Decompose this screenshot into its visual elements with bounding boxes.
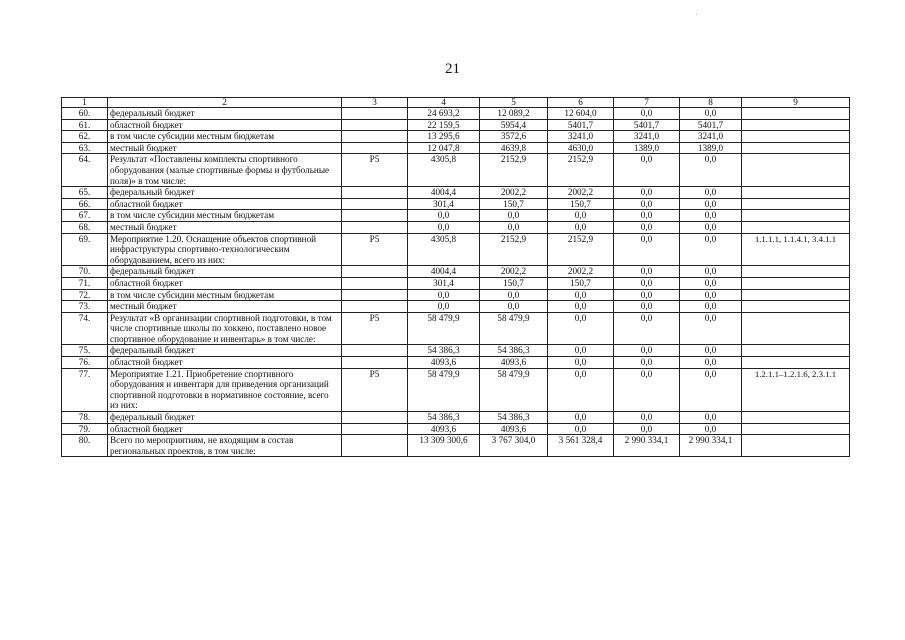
value-col-7: 0,0 bbox=[614, 233, 680, 266]
col-header-9: 9 bbox=[742, 98, 850, 108]
value-col-8: 2 990 334,1 bbox=[680, 435, 742, 457]
value-col-5: 150,7 bbox=[480, 198, 548, 210]
table-row bbox=[62, 210, 850, 222]
value-col-8: 0,0 bbox=[680, 198, 742, 210]
row-description: областной бюджет bbox=[108, 277, 342, 289]
indicator-codes bbox=[742, 154, 850, 187]
table-row bbox=[62, 345, 850, 357]
value-col-7: 0,0 bbox=[614, 289, 680, 301]
value-col-8: 0,0 bbox=[680, 266, 742, 278]
row-code bbox=[342, 198, 408, 210]
indicator-codes bbox=[742, 187, 850, 199]
value-col-4: 13 295,6 bbox=[408, 131, 480, 143]
table-row bbox=[62, 289, 850, 301]
row-code bbox=[342, 423, 408, 435]
value-col-5: 54 386,3 bbox=[480, 345, 548, 357]
row-code bbox=[342, 357, 408, 369]
col-header-4: 4 bbox=[408, 98, 480, 108]
value-col-6: 4630,0 bbox=[548, 142, 614, 154]
indicator-codes bbox=[742, 210, 850, 222]
value-col-7: 0,0 bbox=[614, 412, 680, 424]
row-number: 68. bbox=[62, 221, 108, 233]
value-col-8: 0,0 bbox=[680, 210, 742, 222]
value-col-4: 301,4 bbox=[408, 277, 480, 289]
value-col-6: 0,0 bbox=[548, 312, 614, 345]
table-row bbox=[62, 277, 850, 289]
table-row bbox=[62, 119, 850, 131]
indicator-codes bbox=[742, 435, 850, 457]
value-col-5: 58 479,9 bbox=[480, 312, 548, 345]
col-header-3: 3 bbox=[342, 98, 408, 108]
value-col-7: 0,0 bbox=[614, 301, 680, 313]
col-header-1: 1 bbox=[62, 98, 108, 108]
row-description: федеральный бюджет bbox=[108, 187, 342, 199]
table-row bbox=[62, 435, 850, 457]
value-col-7: 0,0 bbox=[614, 154, 680, 187]
row-code bbox=[342, 119, 408, 131]
row-code bbox=[342, 131, 408, 143]
col-header-8: 8 bbox=[680, 98, 742, 108]
value-col-5: 0,0 bbox=[480, 289, 548, 301]
indicator-codes bbox=[742, 423, 850, 435]
value-col-7: 0,0 bbox=[614, 345, 680, 357]
value-col-8: 0,0 bbox=[680, 301, 742, 313]
value-col-4: 24 693,2 bbox=[408, 108, 480, 120]
table-row bbox=[62, 368, 850, 411]
row-description: областной бюджет bbox=[108, 119, 342, 131]
value-col-8: 3241,0 bbox=[680, 131, 742, 143]
value-col-6: 0,0 bbox=[548, 301, 614, 313]
table-row bbox=[62, 357, 850, 369]
row-description: местный бюджет bbox=[108, 221, 342, 233]
col-header-7: 7 bbox=[614, 98, 680, 108]
table-row bbox=[62, 312, 850, 345]
row-description: федеральный бюджет bbox=[108, 412, 342, 424]
table-row bbox=[62, 154, 850, 187]
row-number: 77. bbox=[62, 368, 108, 411]
indicator-codes bbox=[742, 221, 850, 233]
value-col-7: 0,0 bbox=[614, 312, 680, 345]
row-description: Мероприятие 1.21. Приобретение спортивного оборудования и инвентаря для приведения организаций спортивной подготовки в нормативное состояние, всего из них: bbox=[108, 368, 342, 411]
value-col-7: 0,0 bbox=[614, 277, 680, 289]
indicator-codes bbox=[742, 289, 850, 301]
value-col-4: 301,4 bbox=[408, 198, 480, 210]
indicator-codes bbox=[742, 131, 850, 143]
col-header-5: 5 bbox=[480, 98, 548, 108]
value-col-7: 0,0 bbox=[614, 210, 680, 222]
value-col-4: 58 479,9 bbox=[408, 368, 480, 411]
row-description: Результат «В организации спортивной подготовки, в том числе спортивные школы по хоккею, поставлено новое спортивное оборудование и инвентарь» в том числе: bbox=[108, 312, 342, 345]
value-col-5: 0,0 bbox=[480, 301, 548, 313]
row-code bbox=[342, 187, 408, 199]
row-code: P5 bbox=[342, 154, 408, 187]
value-col-6: 0,0 bbox=[548, 345, 614, 357]
row-number: 69. bbox=[62, 233, 108, 266]
indicator-codes bbox=[742, 301, 850, 313]
indicator-codes bbox=[742, 119, 850, 131]
row-description: в том числе субсидии местным бюджетам bbox=[108, 289, 342, 301]
row-code bbox=[342, 345, 408, 357]
row-number: 78. bbox=[62, 412, 108, 424]
value-col-5: 54 386,3 bbox=[480, 412, 548, 424]
table-row bbox=[62, 412, 850, 424]
value-col-6: 0,0 bbox=[548, 210, 614, 222]
row-code bbox=[342, 142, 408, 154]
value-col-6: 150,7 bbox=[548, 277, 614, 289]
value-col-5: 2002,2 bbox=[480, 187, 548, 199]
value-col-7: 0,0 bbox=[614, 423, 680, 435]
value-col-8: 0,0 bbox=[680, 154, 742, 187]
row-code: P5 bbox=[342, 233, 408, 266]
value-col-5: 4639,8 bbox=[480, 142, 548, 154]
value-col-5: 4093,6 bbox=[480, 357, 548, 369]
row-number: 73. bbox=[62, 301, 108, 313]
value-col-6: 5401,7 bbox=[548, 119, 614, 131]
value-col-4: 54 386,3 bbox=[408, 412, 480, 424]
value-col-6: 3 561 328,4 bbox=[548, 435, 614, 457]
table-row bbox=[62, 301, 850, 313]
value-col-5: 12 089,2 bbox=[480, 108, 548, 120]
table-row bbox=[62, 233, 850, 266]
value-col-8: 0,0 bbox=[680, 277, 742, 289]
value-col-6: 0,0 bbox=[548, 423, 614, 435]
value-col-7: 0,0 bbox=[614, 187, 680, 199]
value-col-8: 1389,0 bbox=[680, 142, 742, 154]
value-col-6: 12 604,0 bbox=[548, 108, 614, 120]
value-col-4: 0,0 bbox=[408, 301, 480, 313]
value-col-6: 2152,9 bbox=[548, 154, 614, 187]
row-description: федеральный бюджет bbox=[108, 345, 342, 357]
row-number: 79. bbox=[62, 423, 108, 435]
row-number: 76. bbox=[62, 357, 108, 369]
table-row bbox=[62, 266, 850, 278]
value-col-5: 0,0 bbox=[480, 210, 548, 222]
col-header-6: 6 bbox=[548, 98, 614, 108]
row-code bbox=[342, 210, 408, 222]
value-col-6: 2152,9 bbox=[548, 233, 614, 266]
value-col-5: 3572,6 bbox=[480, 131, 548, 143]
value-col-4: 0,0 bbox=[408, 221, 480, 233]
value-col-5: 2152,9 bbox=[480, 233, 548, 266]
indicator-codes bbox=[742, 142, 850, 154]
value-col-8: 0,0 bbox=[680, 357, 742, 369]
value-col-7: 2 990 334,1 bbox=[614, 435, 680, 457]
value-col-4: 13 309 300,6 bbox=[408, 435, 480, 457]
table-row bbox=[62, 198, 850, 210]
table-header-row bbox=[62, 98, 850, 108]
indicator-codes bbox=[742, 198, 850, 210]
table-row bbox=[62, 423, 850, 435]
value-col-6: 150,7 bbox=[548, 198, 614, 210]
row-number: 66. bbox=[62, 198, 108, 210]
row-code bbox=[342, 301, 408, 313]
value-col-4: 4305,8 bbox=[408, 154, 480, 187]
table-row bbox=[62, 221, 850, 233]
value-col-5: 0,0 bbox=[480, 221, 548, 233]
value-col-5: 2002,2 bbox=[480, 266, 548, 278]
value-col-8: 0,0 bbox=[680, 345, 742, 357]
value-col-7: 0,0 bbox=[614, 198, 680, 210]
row-number: 60. bbox=[62, 108, 108, 120]
row-number: 80. bbox=[62, 435, 108, 457]
value-col-4: 22 159,5 bbox=[408, 119, 480, 131]
row-description: Мероприятие 1.20. Оснащение объектов спортивной инфраструктуры спортивно-технологическим оборудованием, всего из них: bbox=[108, 233, 342, 266]
indicator-codes bbox=[742, 345, 850, 357]
indicator-codes bbox=[742, 277, 850, 289]
row-description: областной бюджет bbox=[108, 423, 342, 435]
value-col-6: 2002,2 bbox=[548, 266, 614, 278]
indicator-codes bbox=[742, 108, 850, 120]
indicator-codes bbox=[742, 412, 850, 424]
value-col-4: 4305,8 bbox=[408, 233, 480, 266]
value-col-7: 0,0 bbox=[614, 266, 680, 278]
value-col-8: 0,0 bbox=[680, 221, 742, 233]
row-description: местный бюджет bbox=[108, 301, 342, 313]
row-description: областной бюджет bbox=[108, 357, 342, 369]
value-col-4: 4004,4 bbox=[408, 266, 480, 278]
value-col-4: 54 386,3 bbox=[408, 345, 480, 357]
value-col-8: 0,0 bbox=[680, 108, 742, 120]
value-col-6: 0,0 bbox=[548, 368, 614, 411]
value-col-6: 3241,0 bbox=[548, 131, 614, 143]
row-code bbox=[342, 412, 408, 424]
value-col-5: 5954,4 bbox=[480, 119, 548, 131]
value-col-7: 1389,0 bbox=[614, 142, 680, 154]
budget-table bbox=[61, 97, 850, 457]
row-description: Всего по мероприятиям, не входящим в состав региональных проектов, в том числе: bbox=[108, 435, 342, 457]
indicator-codes bbox=[742, 357, 850, 369]
row-number: 64. bbox=[62, 154, 108, 187]
value-col-6: 0,0 bbox=[548, 221, 614, 233]
value-col-7: 0,0 bbox=[614, 357, 680, 369]
row-code bbox=[342, 277, 408, 289]
value-col-8: 0,0 bbox=[680, 289, 742, 301]
value-col-5: 58 479,9 bbox=[480, 368, 548, 411]
row-number: 70. bbox=[62, 266, 108, 278]
value-col-4: 4093,6 bbox=[408, 357, 480, 369]
indicator-codes: 1.1.1.1, 1.1.4.1, 3.4.1.1 bbox=[742, 233, 850, 266]
value-col-4: 12 047,8 bbox=[408, 142, 480, 154]
value-col-4: 58 479,9 bbox=[408, 312, 480, 345]
row-description: Результат «Поставлены комплекты спортивного оборудования (малые спортивные формы и футбольные поля)» в том числе: bbox=[108, 154, 342, 187]
value-col-8: 0,0 bbox=[680, 312, 742, 345]
value-col-4: 4004,4 bbox=[408, 187, 480, 199]
row-code: P5 bbox=[342, 368, 408, 411]
value-col-5: 2152,9 bbox=[480, 154, 548, 187]
value-col-6: 2002,2 bbox=[548, 187, 614, 199]
col-header-2: 2 bbox=[108, 98, 342, 108]
table-row bbox=[62, 108, 850, 120]
indicator-codes: 1.2.1.1–1.2.1.6, 2.3.1.1 bbox=[742, 368, 850, 411]
value-col-8: 0,0 bbox=[680, 233, 742, 266]
row-description: местный бюджет bbox=[108, 142, 342, 154]
indicator-codes bbox=[742, 312, 850, 345]
scan-dot bbox=[696, 14, 697, 15]
table-row bbox=[62, 142, 850, 154]
row-description: федеральный бюджет bbox=[108, 266, 342, 278]
row-number: 72. bbox=[62, 289, 108, 301]
table-row bbox=[62, 187, 850, 199]
row-description: федеральный бюджет bbox=[108, 108, 342, 120]
value-col-4: 0,0 bbox=[408, 210, 480, 222]
value-col-4: 4093,6 bbox=[408, 423, 480, 435]
table-row bbox=[62, 131, 850, 143]
row-code: P5 bbox=[342, 312, 408, 345]
row-number: 65. bbox=[62, 187, 108, 199]
indicator-codes bbox=[742, 266, 850, 278]
value-col-4: 0,0 bbox=[408, 289, 480, 301]
value-col-6: 0,0 bbox=[548, 289, 614, 301]
value-col-5: 3 767 304,0 bbox=[480, 435, 548, 457]
row-number: 62. bbox=[62, 131, 108, 143]
row-code bbox=[342, 266, 408, 278]
value-col-7: 0,0 bbox=[614, 108, 680, 120]
value-col-7: 0,0 bbox=[614, 221, 680, 233]
row-code bbox=[342, 108, 408, 120]
row-number: 71. bbox=[62, 277, 108, 289]
row-number: 61. bbox=[62, 119, 108, 131]
value-col-7: 0,0 bbox=[614, 368, 680, 411]
row-number: 67. bbox=[62, 210, 108, 222]
row-code bbox=[342, 289, 408, 301]
row-number: 75. bbox=[62, 345, 108, 357]
row-description: в том числе субсидии местным бюджетам bbox=[108, 210, 342, 222]
value-col-6: 0,0 bbox=[548, 357, 614, 369]
value-col-8: 0,0 bbox=[680, 187, 742, 199]
value-col-5: 4093,6 bbox=[480, 423, 548, 435]
row-description: областной бюджет bbox=[108, 198, 342, 210]
row-code bbox=[342, 221, 408, 233]
value-col-6: 0,0 bbox=[548, 412, 614, 424]
row-code bbox=[342, 435, 408, 457]
page-number: 21 bbox=[445, 61, 460, 77]
value-col-7: 5401,7 bbox=[614, 119, 680, 131]
value-col-8: 0,0 bbox=[680, 368, 742, 411]
row-number: 74. bbox=[62, 312, 108, 345]
value-col-8: 5401,7 bbox=[680, 119, 742, 131]
value-col-8: 0,0 bbox=[680, 412, 742, 424]
row-description: в том числе субсидии местным бюджетам bbox=[108, 131, 342, 143]
value-col-5: 150,7 bbox=[480, 277, 548, 289]
value-col-7: 3241,0 bbox=[614, 131, 680, 143]
row-number: 63. bbox=[62, 142, 108, 154]
value-col-8: 0,0 bbox=[680, 423, 742, 435]
